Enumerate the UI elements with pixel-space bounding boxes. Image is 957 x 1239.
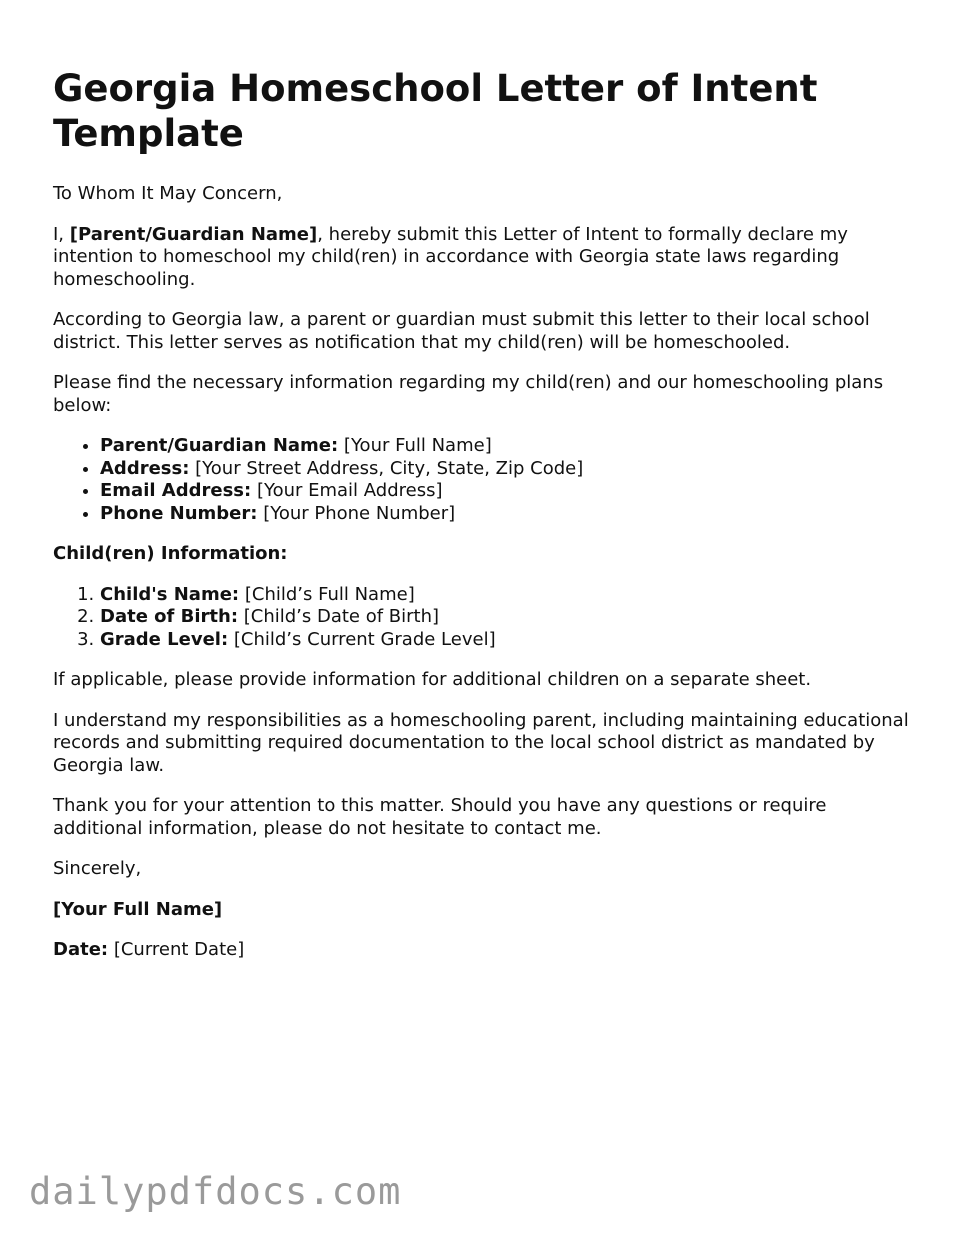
item-label: Email Address: bbox=[100, 480, 252, 501]
salutation: To Whom It May Concern, bbox=[53, 183, 283, 204]
list-item-child-dob bbox=[100, 606, 913, 629]
item-label: Grade Level: bbox=[100, 628, 229, 650]
additional-children-paragraph: If applicable, please provide information for additional children on a separate sheet. bbox=[53, 669, 812, 690]
item-label: Date of Birth: bbox=[100, 606, 239, 627]
item-value: [Your Full Name] bbox=[338, 435, 492, 456]
letter-document bbox=[53, 66, 913, 980]
intro-paragraph bbox=[53, 224, 913, 292]
item-value: [Child’s Full Name] bbox=[239, 583, 415, 605]
signature-name-text: [Your Full Name] bbox=[53, 898, 223, 920]
children-heading-text: Child(ren) Information: bbox=[53, 543, 288, 564]
list-item-phone bbox=[100, 503, 913, 526]
intro-prefix: I, bbox=[53, 223, 70, 245]
item-label: Child's Name: bbox=[100, 583, 240, 605]
children-heading bbox=[53, 543, 913, 566]
info-paragraph: Please find the necessary information regarding my child(ren) and our homeschooling plans below: bbox=[53, 372, 884, 416]
item-value: [Your Phone Number] bbox=[257, 502, 456, 524]
item-value: [Your Street Address, City, State, Zip Code] bbox=[189, 457, 584, 479]
watermark: dailypdfdocs.com bbox=[29, 1170, 402, 1213]
closing: Sincerely, bbox=[53, 858, 142, 879]
list-item-address bbox=[100, 458, 913, 481]
list-item-child-name bbox=[100, 584, 913, 607]
item-label: Address: bbox=[100, 457, 190, 479]
date-label: Date: bbox=[53, 939, 109, 960]
document-title: Georgia Homeschool Letter of Intent Template bbox=[53, 67, 818, 155]
thanks-paragraph: Thank you for your attention to this matter. Should you have any questions or require additional information, please do not hesitate to contact me. bbox=[53, 795, 827, 839]
item-value: [Your Email Address] bbox=[251, 480, 443, 501]
list-item-email bbox=[100, 480, 913, 503]
item-label: Phone Number: bbox=[100, 502, 258, 524]
parent-name-placeholder: [Parent/Guardian Name] bbox=[69, 223, 318, 245]
signature-name bbox=[53, 899, 913, 922]
intro-suffix: , hereby submit this Letter of Intent to formally declare my intention to homeschool my child(ren) in accordance with Georgia state laws regarding homeschooling. bbox=[53, 223, 848, 290]
item-value: [Child’s Current Grade Level] bbox=[228, 628, 496, 650]
date-line bbox=[53, 939, 913, 962]
item-value: [Child’s Date of Birth] bbox=[238, 606, 440, 627]
law-paragraph: According to Georgia law, a parent or guardian must submit this letter to their local school district. This letter serves as notification that my child(ren) will be homeschooled. bbox=[53, 309, 870, 353]
date-value: [Current Date] bbox=[108, 939, 245, 960]
list-item-child-grade bbox=[100, 629, 913, 652]
list-item-parent-name bbox=[100, 435, 913, 458]
children-info-list bbox=[53, 584, 913, 652]
item-label: Parent/Guardian Name: bbox=[100, 435, 339, 456]
parent-info-list bbox=[53, 435, 913, 525]
responsibility-paragraph: I understand my responsibilities as a homeschooling parent, including maintaining educational records and submitting required documentation to the local school district as mandated by Georgia law. bbox=[53, 709, 909, 776]
